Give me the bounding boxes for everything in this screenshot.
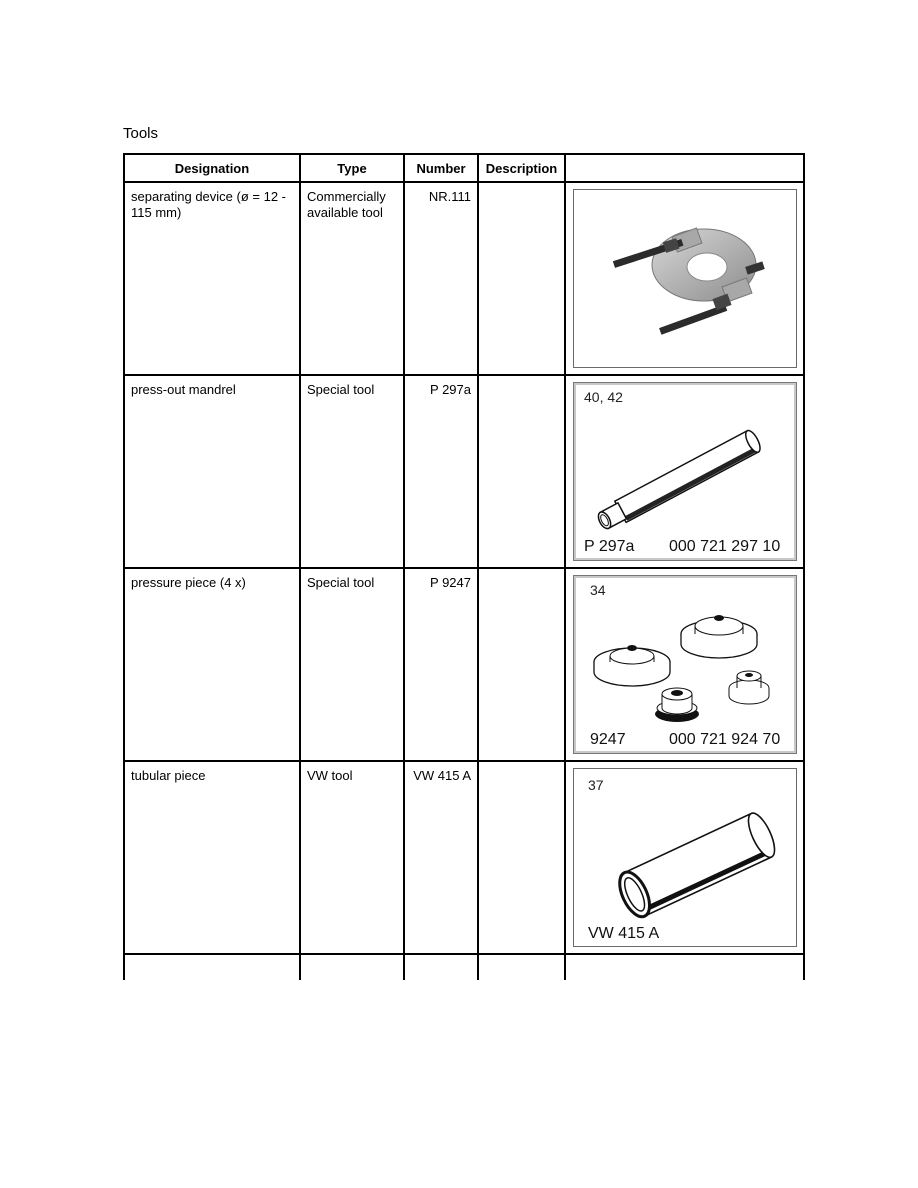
number-cell: NR.111: [428, 189, 471, 204]
table-row: [124, 182, 804, 375]
separating-device-illustration: [574, 190, 796, 367]
image-part-code: 9247: [590, 731, 626, 748]
image-reference: 34: [590, 582, 606, 598]
designation-cell: pressure piece (4 x): [131, 575, 246, 590]
header-description: Description: [478, 154, 565, 182]
description-cell: [479, 569, 564, 575]
header-type: Type: [300, 154, 404, 182]
designation-cell: separating device (ø = 12 - 115 mm): [131, 189, 286, 220]
description-cell: [479, 183, 564, 189]
pressure-piece-image: [573, 575, 797, 754]
image-reference: 40, 42: [584, 389, 623, 405]
description-cell: [479, 762, 564, 768]
number-cell: VW 415 A: [413, 768, 471, 783]
separating-device-image: [573, 189, 797, 368]
press-out-mandrel-image: [573, 382, 797, 561]
tubular-piece-illustration: [574, 769, 796, 946]
image-part-number: 000 721 924 70: [669, 731, 781, 748]
type-cell: VW tool: [307, 768, 353, 783]
tubular-piece-image: [573, 768, 797, 947]
table-row: [124, 375, 804, 568]
table-row-empty: [124, 954, 804, 980]
table-row: [124, 568, 804, 761]
type-cell: Special tool: [307, 575, 375, 590]
header-number: Number: [404, 154, 478, 182]
header-image: [565, 154, 804, 182]
number-cell: P 297a: [430, 382, 471, 397]
number-cell: P 9247: [430, 575, 471, 590]
image-reference: 37: [588, 777, 604, 793]
image-part-number: 000 721 297 10: [669, 538, 781, 555]
page-title: Tools: [123, 125, 159, 142]
table-header-row: [124, 154, 804, 182]
pressure-pieces-illustration: [574, 576, 796, 753]
description-cell: [479, 376, 564, 382]
tools-table: [123, 153, 805, 980]
type-cell: Commercially available tool: [307, 189, 386, 220]
image-part-code: P 297a: [584, 538, 635, 555]
type-cell: Special tool: [307, 382, 375, 397]
designation-cell: press-out mandrel: [131, 382, 236, 397]
table-row: [124, 761, 804, 954]
header-designation: Designation: [124, 154, 300, 182]
image-part-code: VW 415 A: [588, 925, 660, 942]
designation-cell: tubular piece: [131, 768, 206, 783]
mandrel-illustration: [574, 383, 796, 560]
